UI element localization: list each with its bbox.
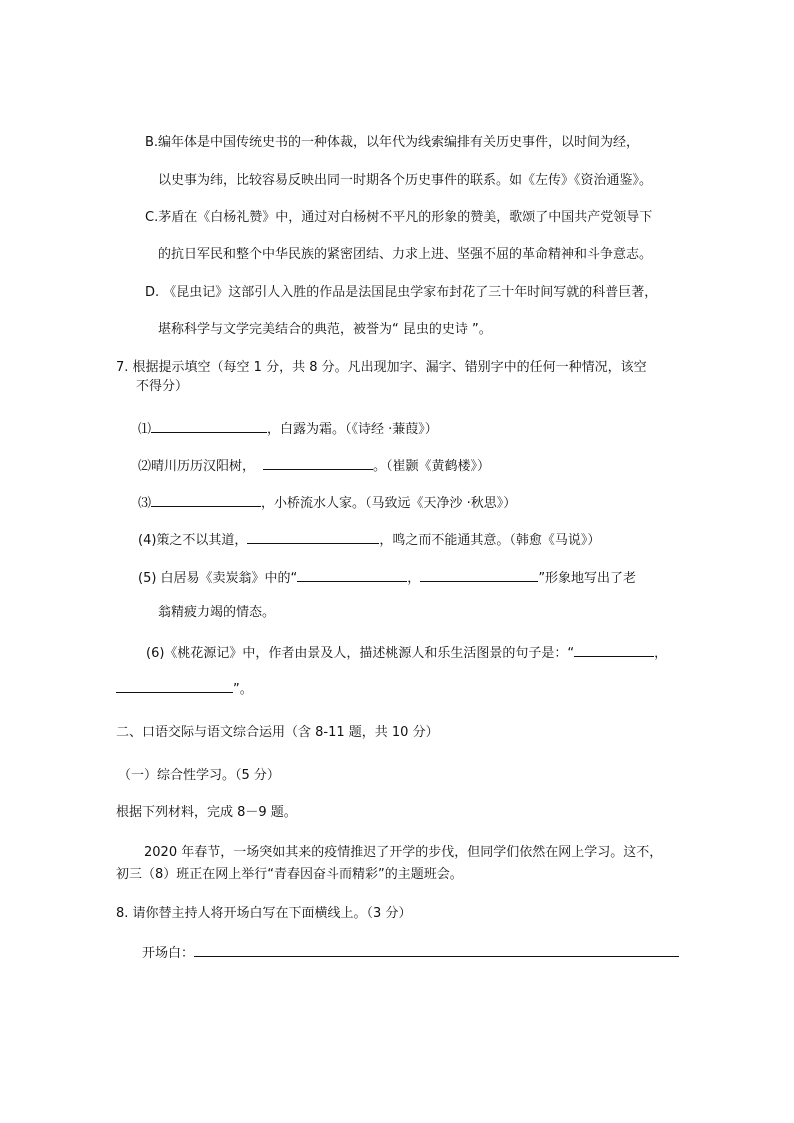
option-c-line1: C.茅盾在《白杨礼赞》中，通过对白杨树不平凡的形象的赞美，歌颂了中国共产党领导下 (145, 210, 653, 225)
item-number: ⑴ (138, 422, 152, 437)
item-text: ”形象地写出了老 (538, 571, 637, 586)
item-text: (6)《桃花源记》中，作者由景及人，描述桃源人和乐生活图景的句子是：“ (146, 646, 575, 661)
item-text: ，小桥流水人家。（马致远《天净沙 ·秋思》） (261, 496, 517, 511)
item-text: (5) 白居易《卖炭翁》中的“ (138, 571, 298, 586)
answer-blank[interactable] (297, 567, 407, 582)
fill-item-5-cont: 翁精疲力竭的情态。 (158, 605, 276, 620)
item-text: ，白露为霜。（《诗经 ·蒹葭》） (267, 422, 438, 437)
fill-item-3 (138, 492, 516, 513)
answer-blank[interactable] (420, 567, 538, 582)
fill-item-1 (138, 418, 438, 439)
item-number: ⑶ (138, 496, 152, 511)
answer-blank[interactable] (574, 642, 654, 657)
answer-blank[interactable] (263, 455, 373, 470)
answer-label: 开场白： (142, 946, 195, 961)
subsection-heading: （一）综合性学习。（5 分） (118, 768, 280, 783)
item-text: ， (654, 646, 668, 661)
question-7-stem-cont: 不得分） (136, 379, 189, 394)
fill-item-6 (146, 642, 667, 663)
item-text: ⑵晴川历历汉阳树， (138, 459, 256, 474)
opening-remarks-blank[interactable] (194, 942, 679, 957)
answer-blank[interactable] (151, 492, 261, 507)
material-line-1: 2020 年春节，一场突如其来的疫情推迟了开学的步伐，但同学们依然在网上学习。这不， (144, 845, 663, 860)
item-text: ， (407, 571, 421, 586)
material-line-2: 初三（8）班正在网上举行“青春因奋斗而精彩”的主题班会。 (116, 867, 463, 882)
option-d-line2: 堪称科学与文学完美结合的典范，被誉为“ 昆虫的史诗 ”。 (158, 322, 492, 337)
answer-blank[interactable] (247, 529, 379, 544)
option-c-line2: 的抗日军民和整个中华民族的紧密团结、力求上进、坚强不屈的革命精神和斗争意志。 (158, 247, 653, 262)
question-7-stem: 7. 根据提示填空（每空 1 分，共 8 分。凡出现加字、漏字、错别字中的任何一种情况，该空 (116, 360, 647, 375)
fill-item-4 (138, 529, 600, 550)
item-text: 。（崔颢《黄鹤楼》） (373, 459, 491, 474)
item-text: ”。 (233, 682, 253, 697)
opening-remarks-row (142, 942, 679, 963)
question-8: 8. 请你替主持人将开场白写在下面横线上。（3 分） (116, 906, 412, 921)
fill-item-2 (138, 455, 490, 476)
fill-item-5 (138, 567, 636, 588)
instruction-text: 根据下列材料，完成 8－9 题。 (116, 805, 297, 820)
section-2-heading: 二、口语交际与语文综合运用（含 8-11 题，共 10 分） (116, 725, 439, 740)
item-text: (4)策之不以其道， (138, 533, 248, 548)
answer-blank[interactable] (116, 678, 233, 693)
answer-blank[interactable] (151, 418, 267, 433)
fill-item-6-cont (116, 678, 253, 699)
option-d-line1: D. 《昆虫记》这部引人入胜的作品是法国昆虫学家布封花了三十年时间写就的科普巨著， (145, 285, 658, 300)
option-b-line2: 以史事为纬，比较容易反映出同一时期各个历史事件的联系。如《左传》《资治通鉴》。 (158, 173, 653, 188)
item-text: ，鸣之而不能通其意。（韩愈《马说》） (379, 533, 601, 548)
option-b-line1: B.编年体是中国传统史书的一种体裁，以年代为线索编排有关历史事件，以时间为经， (145, 135, 640, 150)
